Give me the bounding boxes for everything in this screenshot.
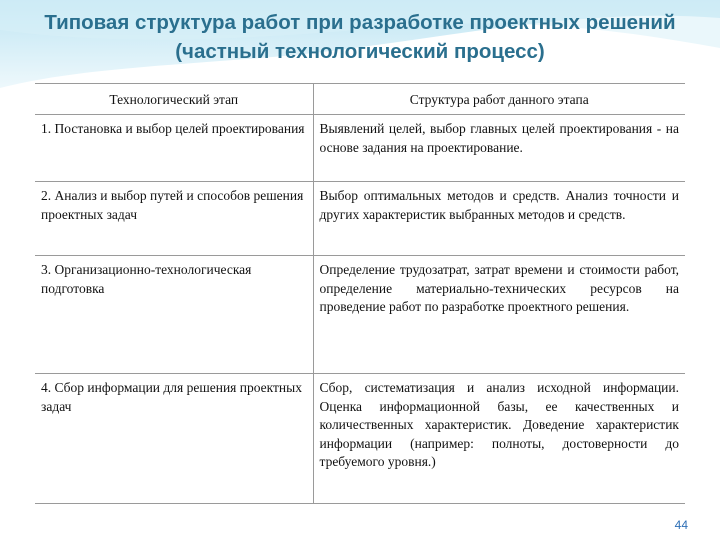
table-row [35,256,685,374]
stage-cell: 4. Сбор информации для решения проектных задач [35,374,313,504]
title-line-1: Типовая структура работ при разработке проектных решений [44,11,676,34]
work-structure-table [35,83,685,504]
stage-cell: 1. Постановка и выбор целей проектирования [35,115,313,182]
work-cell: Выявлений целей, выбор главных целей проектирования - на основе задания на проектирование. [313,115,685,182]
title-line-2: (частный технологический процесс) [175,40,545,63]
work-cell: Выбор оптимальных методов и средств. Анализ точности и других характеристик выбранных методов и средств. [313,182,685,256]
page-number: 44 [674,518,688,532]
slide-title [10,8,710,66]
stage-cell: 2. Анализ и выбор путей и способов решения проектных задач [35,182,313,256]
header-stage: Технологический этап [35,84,313,115]
table-header-row [35,84,685,115]
table-row [35,182,685,256]
work-cell: Сбор, систематизация и анализ исходной информации. Оценка информационной базы, ее качественных и количественных характеристик. Доведение характеристик информации (например: полноты, достоверности до требуемого уровня.) [313,374,685,504]
work-cell: Определение трудозатрат, затрат времени и стоимости работ, определение материально-технических ресурсов на проведение работ по разработке проектного решения. [313,256,685,374]
table-row [35,115,685,182]
header-work-structure: Структура работ данного этапа [313,84,685,115]
table-row [35,374,685,504]
stage-cell: 3. Организационно-технологическая подготовка [35,256,313,374]
